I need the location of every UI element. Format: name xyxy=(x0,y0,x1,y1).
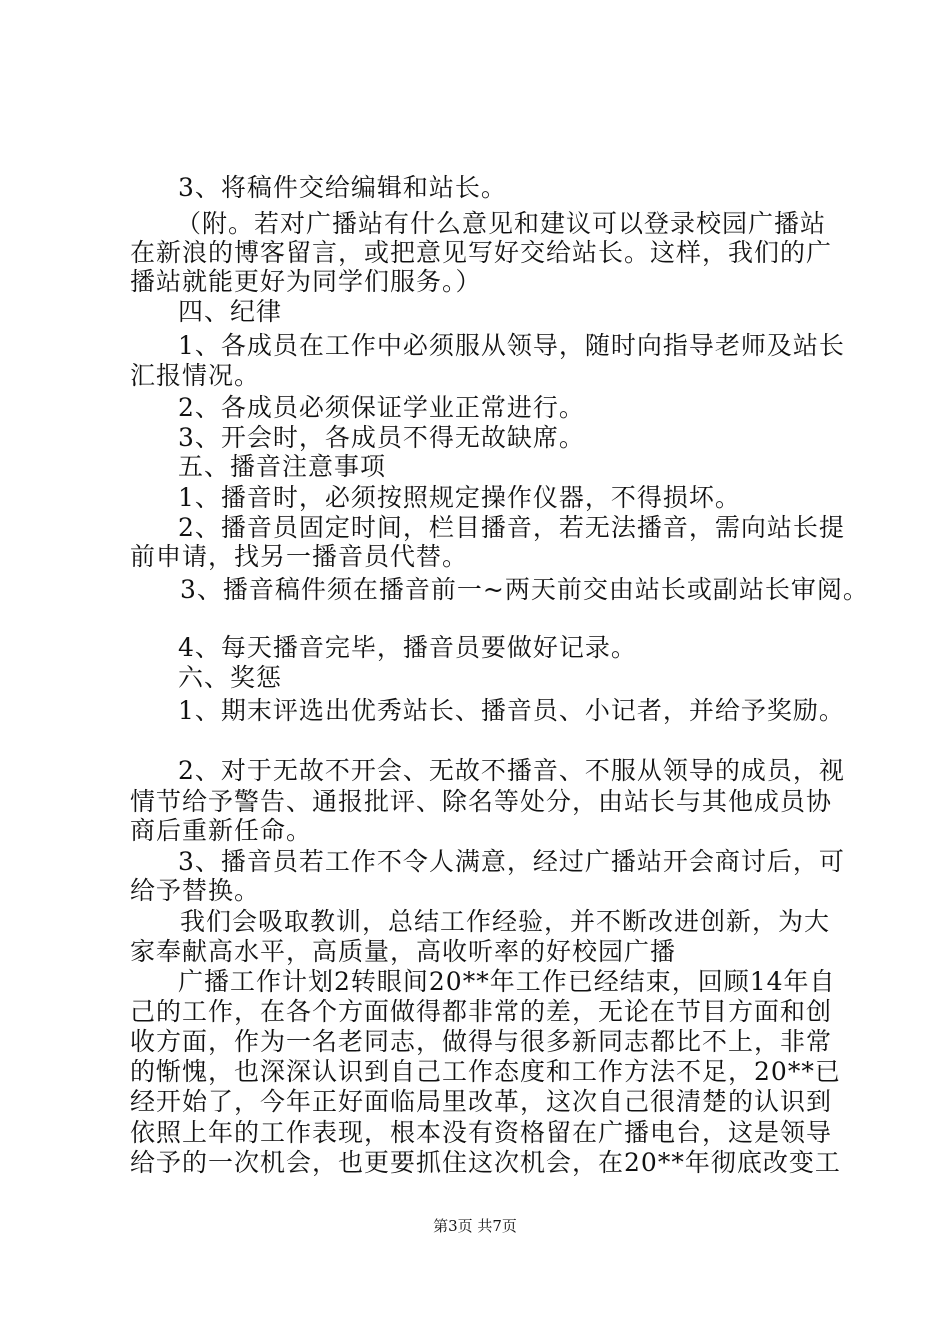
body-line-12: 2、播音员固定时间，栏目播音，若无法播音，需向站长提 xyxy=(178,513,845,542)
section-heading-discipline: 四、纪律 xyxy=(178,297,283,326)
body-line-29: 经开始了，今年正好面临局里改革，这次自己很清楚的认识到 xyxy=(130,1087,833,1116)
body-line-9: 3、开会时，各成员不得无故缺席。 xyxy=(178,423,585,452)
body-line-8: 2、各成员必须保证学业正常进行。 xyxy=(178,393,585,422)
body-line-22: 给予替换。 xyxy=(130,876,261,905)
body-line-20: 商后重新任命。 xyxy=(130,816,313,845)
body-line-1: 3、将稿件交给编辑和站长。 xyxy=(178,173,507,202)
body-line-23: 我们会吸取教训，总结工作经验，并不断改进创新，为大 xyxy=(180,907,831,936)
body-line-18: 2、对于无故不开会、无故不播音、不服从领导的成员，视 xyxy=(178,756,845,785)
body-line-17: 1、期末评选出优秀站长、播音员、小记者，并给予奖励。 xyxy=(178,696,845,725)
body-line-25: 广播工作计划2转眼间20**年工作已经结束，回顾14年自 xyxy=(178,967,836,996)
body-line-19: 情节给予警告、通报批评、除名等处分，由站长与其他成员协 xyxy=(130,787,833,816)
body-line-11: 1、播音时，必须按照规定操作仪器，不得损坏。 xyxy=(178,483,741,512)
body-line-30: 依照上年的工作表现，根本没有资格留在广播电台，这是领导 xyxy=(130,1118,833,1147)
body-line-6: 1、各成员在工作中必须服从领导，随时向指导老师及站长 xyxy=(178,331,845,360)
body-line-13: 前申请，找另一播音员代替。 xyxy=(130,542,469,571)
section-heading-rewards: 六、奖惩 xyxy=(178,663,283,692)
body-line-7: 汇报情况。 xyxy=(130,361,261,390)
body-line-3: 在新浪的博客留言，或把意见写好交给站长。这样，我们的广 xyxy=(130,238,833,267)
body-line-4: 播站就能更好为同学们服务。） xyxy=(130,267,482,296)
body-line-26: 己的工作，在各个方面做得都非常的差，无论在节目方面和创 xyxy=(130,997,833,1026)
body-line-27: 收方面，作为一名老同志，做得与很多新同志都比不上，非常 xyxy=(130,1027,833,1056)
body-line-24: 家奉献高水平，高质量，高收听率的好校园广播 xyxy=(130,937,677,966)
body-line-14: 3、播音稿件须在播音前一~两天前交由站长或副站长审阅。 xyxy=(180,575,869,604)
section-heading-broadcast-notes: 五、播音注意事项 xyxy=(178,452,387,481)
body-line-21: 3、播音员若工作不令人满意，经过广播站开会商讨后，可 xyxy=(178,847,845,876)
body-line-28: 的惭愧，也深深认识到自己工作态度和工作方法不足，20**已 xyxy=(130,1057,841,1086)
page-number-footer: 第3页 共7页 xyxy=(433,1217,517,1235)
body-line-15: 4、每天播音完毕，播音员要做好记录。 xyxy=(178,633,637,662)
body-line-31: 给予的一次机会，也更要抓住这次机会，在20**年彻底改变工 xyxy=(130,1148,841,1177)
body-line-2: （附。若对广播站有什么意见和建议可以登录校园广播站 xyxy=(176,209,827,238)
